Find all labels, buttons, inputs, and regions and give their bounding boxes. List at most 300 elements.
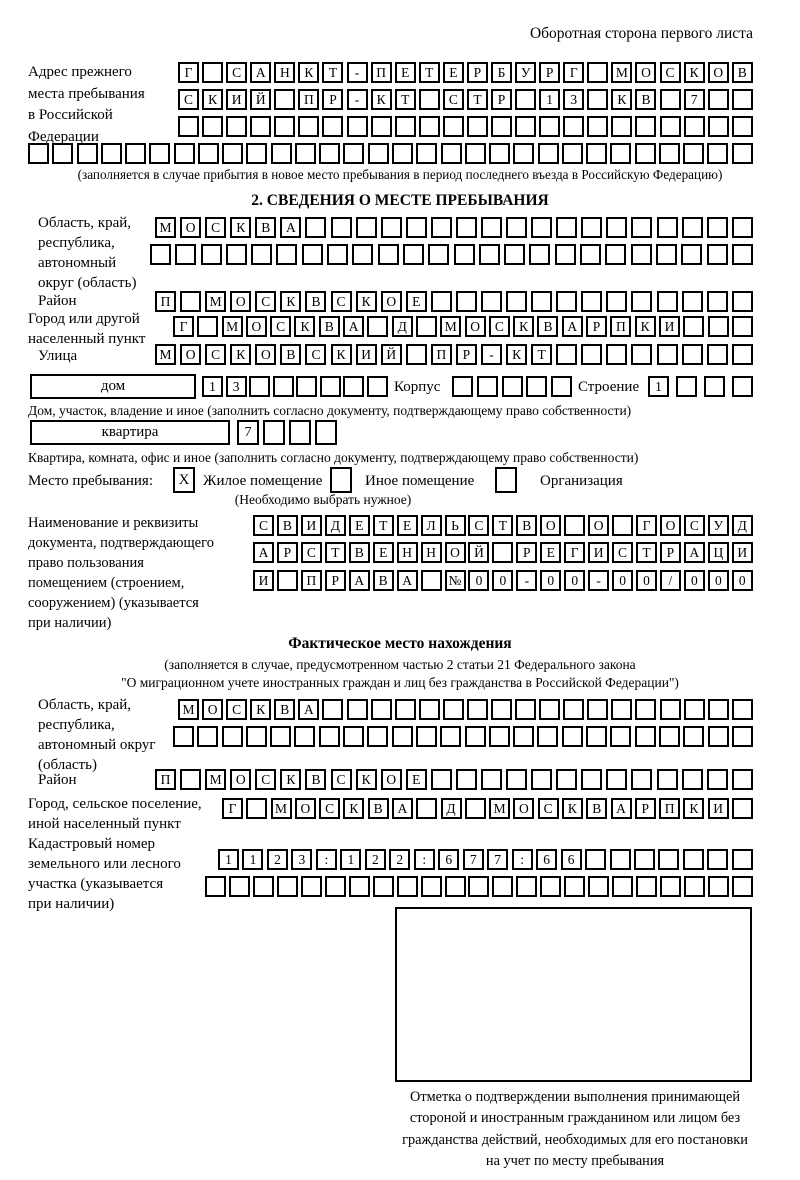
char-cell[interactable] xyxy=(556,217,577,238)
char-cell[interactable] xyxy=(178,116,199,137)
char-cell[interactable] xyxy=(683,726,704,747)
char-cell[interactable]: О xyxy=(230,769,251,790)
char-cell[interactable] xyxy=(631,344,652,365)
char-cell[interactable]: И xyxy=(708,798,729,819)
char-cell[interactable] xyxy=(315,420,337,445)
char-cell[interactable] xyxy=(479,244,500,265)
char-cell[interactable]: К xyxy=(611,89,632,110)
char-cell[interactable] xyxy=(392,143,413,164)
char-cell[interactable]: Т xyxy=(636,542,657,563)
char-cell[interactable] xyxy=(708,89,729,110)
char-cell[interactable]: К xyxy=(506,344,527,365)
char-cell[interactable]: О xyxy=(381,291,402,312)
char-cell[interactable] xyxy=(635,726,656,747)
char-cell[interactable]: В xyxy=(305,291,326,312)
char-cell[interactable]: В xyxy=(280,344,301,365)
char-cell[interactable] xyxy=(506,217,527,238)
char-cell[interactable] xyxy=(708,699,729,720)
char-cell[interactable]: С xyxy=(226,62,247,83)
char-cell[interactable] xyxy=(251,244,272,265)
char-cell[interactable] xyxy=(347,116,368,137)
char-cell[interactable] xyxy=(421,570,442,591)
char-cell[interactable]: А xyxy=(250,62,271,83)
char-cell[interactable]: В xyxy=(537,316,558,337)
char-cell[interactable] xyxy=(28,143,49,164)
char-cell[interactable] xyxy=(289,420,311,445)
char-cell[interactable] xyxy=(587,62,608,83)
char-cell[interactable] xyxy=(683,849,704,870)
char-cell[interactable] xyxy=(659,726,680,747)
checkbox-inoe[interactable] xyxy=(330,467,352,493)
char-cell[interactable] xyxy=(416,143,437,164)
char-cell[interactable] xyxy=(406,344,427,365)
char-cell[interactable] xyxy=(431,217,452,238)
char-cell[interactable] xyxy=(263,420,285,445)
char-cell[interactable] xyxy=(732,316,753,337)
char-cell[interactable]: М xyxy=(611,62,632,83)
char-cell[interactable] xyxy=(707,769,728,790)
char-cell[interactable]: К xyxy=(250,699,271,720)
char-cell[interactable] xyxy=(222,726,243,747)
char-cell[interactable] xyxy=(52,143,73,164)
char-cell[interactable]: Й xyxy=(468,542,489,563)
char-cell[interactable] xyxy=(681,244,702,265)
char-cell[interactable]: К xyxy=(294,316,315,337)
char-cell[interactable]: Т xyxy=(419,62,440,83)
char-cell[interactable] xyxy=(540,876,561,897)
char-cell[interactable] xyxy=(659,143,680,164)
char-cell[interactable]: 0 xyxy=(612,570,633,591)
char-cell[interactable]: К xyxy=(356,291,377,312)
char-cell[interactable] xyxy=(635,699,656,720)
char-cell[interactable]: А xyxy=(684,542,705,563)
char-cell[interactable] xyxy=(295,143,316,164)
char-cell[interactable]: Т xyxy=(531,344,552,365)
char-cell[interactable] xyxy=(581,217,602,238)
char-cell[interactable]: 3 xyxy=(291,849,312,870)
char-cell[interactable] xyxy=(504,244,525,265)
char-cell[interactable]: 6 xyxy=(536,849,557,870)
char-cell[interactable]: С xyxy=(468,515,489,536)
char-cell[interactable] xyxy=(562,726,583,747)
char-cell[interactable]: А xyxy=(349,570,370,591)
char-cell[interactable]: Е xyxy=(540,542,561,563)
char-cell[interactable]: М xyxy=(222,316,243,337)
char-cell[interactable]: И xyxy=(356,344,377,365)
char-cell[interactable] xyxy=(732,726,753,747)
char-cell[interactable]: С xyxy=(331,769,352,790)
char-cell[interactable]: К xyxy=(683,798,704,819)
char-cell[interactable] xyxy=(327,244,348,265)
char-cell[interactable]: О xyxy=(445,542,466,563)
char-cell[interactable] xyxy=(581,769,602,790)
char-cell[interactable] xyxy=(682,217,703,238)
char-cell[interactable]: О xyxy=(381,769,402,790)
char-cell[interactable] xyxy=(676,376,697,397)
char-cell[interactable] xyxy=(226,244,247,265)
char-cell[interactable] xyxy=(707,344,728,365)
char-cell[interactable]: А xyxy=(392,798,413,819)
char-cell[interactable]: М xyxy=(205,769,226,790)
char-cell[interactable]: Е xyxy=(373,542,394,563)
char-cell[interactable] xyxy=(150,244,171,265)
char-cell[interactable] xyxy=(537,726,558,747)
char-cell[interactable] xyxy=(397,876,418,897)
char-cell[interactable]: В xyxy=(586,798,607,819)
char-cell[interactable]: 1 xyxy=(202,376,223,397)
char-cell[interactable]: Т xyxy=(373,515,394,536)
char-cell[interactable] xyxy=(325,876,346,897)
char-cell[interactable]: П xyxy=(371,62,392,83)
char-cell[interactable]: Р xyxy=(539,62,560,83)
char-cell[interactable] xyxy=(371,699,392,720)
char-cell[interactable]: С xyxy=(301,542,322,563)
char-cell[interactable] xyxy=(481,291,502,312)
char-cell[interactable]: - xyxy=(347,89,368,110)
char-cell[interactable] xyxy=(322,116,343,137)
char-cell[interactable]: : xyxy=(316,849,337,870)
char-cell[interactable] xyxy=(587,89,608,110)
char-cell[interactable]: П xyxy=(298,89,319,110)
char-cell[interactable] xyxy=(467,116,488,137)
char-cell[interactable] xyxy=(631,291,652,312)
char-cell[interactable]: А xyxy=(343,316,364,337)
char-cell[interactable]: О xyxy=(588,515,609,536)
char-cell[interactable] xyxy=(611,116,632,137)
char-cell[interactable] xyxy=(660,116,681,137)
char-cell[interactable] xyxy=(631,217,652,238)
char-cell[interactable]: С xyxy=(255,769,276,790)
char-cell[interactable]: И xyxy=(301,515,322,536)
char-cell[interactable]: Р xyxy=(586,316,607,337)
char-cell[interactable] xyxy=(246,143,267,164)
char-cell[interactable] xyxy=(502,376,523,397)
char-cell[interactable] xyxy=(201,244,222,265)
char-cell[interactable]: В xyxy=(255,217,276,238)
char-cell[interactable] xyxy=(347,699,368,720)
char-cell[interactable]: К xyxy=(684,62,705,83)
char-cell[interactable]: М xyxy=(271,798,292,819)
char-cell[interactable] xyxy=(440,726,461,747)
char-cell[interactable] xyxy=(180,769,201,790)
char-cell[interactable] xyxy=(539,699,560,720)
char-cell[interactable]: А xyxy=(280,217,301,238)
char-cell[interactable] xyxy=(356,217,377,238)
char-cell[interactable]: Й xyxy=(381,344,402,365)
char-cell[interactable]: - xyxy=(347,62,368,83)
char-cell[interactable] xyxy=(586,143,607,164)
char-cell[interactable] xyxy=(704,376,725,397)
char-cell[interactable]: А xyxy=(611,798,632,819)
char-cell[interactable] xyxy=(371,116,392,137)
char-cell[interactable] xyxy=(660,699,681,720)
char-cell[interactable] xyxy=(610,849,631,870)
char-cell[interactable] xyxy=(515,699,536,720)
char-cell[interactable] xyxy=(587,699,608,720)
char-cell[interactable] xyxy=(708,116,729,137)
char-cell[interactable] xyxy=(513,726,534,747)
char-cell[interactable]: 0 xyxy=(732,570,753,591)
char-cell[interactable] xyxy=(636,876,657,897)
char-cell[interactable]: М xyxy=(205,291,226,312)
char-cell[interactable] xyxy=(656,244,677,265)
char-cell[interactable] xyxy=(556,769,577,790)
char-cell[interactable] xyxy=(443,116,464,137)
char-cell[interactable] xyxy=(301,876,322,897)
char-cell[interactable]: Р xyxy=(277,542,298,563)
char-cell[interactable]: Г xyxy=(173,316,194,337)
char-cell[interactable] xyxy=(732,849,753,870)
char-cell[interactable] xyxy=(606,769,627,790)
char-cell[interactable]: К xyxy=(280,291,301,312)
char-cell[interactable]: Т xyxy=(325,542,346,563)
char-cell[interactable] xyxy=(441,143,462,164)
char-cell[interactable]: С xyxy=(443,89,464,110)
char-cell[interactable] xyxy=(331,217,352,238)
char-cell[interactable]: 6 xyxy=(561,849,582,870)
char-cell[interactable]: С xyxy=(612,542,633,563)
char-cell[interactable]: Н xyxy=(421,542,442,563)
char-cell[interactable]: У xyxy=(515,62,536,83)
char-cell[interactable]: О xyxy=(465,316,486,337)
char-cell[interactable] xyxy=(732,798,753,819)
char-cell[interactable]: С xyxy=(255,291,276,312)
char-cell[interactable] xyxy=(612,515,633,536)
char-cell[interactable] xyxy=(428,244,449,265)
char-cell[interactable] xyxy=(249,376,270,397)
char-cell[interactable]: М xyxy=(178,699,199,720)
char-cell[interactable] xyxy=(635,116,656,137)
char-cell[interactable] xyxy=(467,699,488,720)
char-cell[interactable]: А xyxy=(253,542,274,563)
char-cell[interactable] xyxy=(378,244,399,265)
char-cell[interactable]: П xyxy=(610,316,631,337)
char-cell[interactable] xyxy=(481,217,502,238)
char-cell[interactable] xyxy=(588,876,609,897)
char-cell[interactable] xyxy=(564,515,585,536)
char-cell[interactable]: Г xyxy=(563,62,584,83)
char-cell[interactable] xyxy=(556,291,577,312)
char-cell[interactable] xyxy=(563,116,584,137)
char-cell[interactable]: О xyxy=(202,699,223,720)
char-cell[interactable] xyxy=(634,849,655,870)
char-cell[interactable]: П xyxy=(659,798,680,819)
char-cell[interactable]: И xyxy=(588,542,609,563)
char-cell[interactable]: И xyxy=(226,89,247,110)
char-cell[interactable]: В xyxy=(368,798,389,819)
char-cell[interactable] xyxy=(635,143,656,164)
char-cell[interactable] xyxy=(513,143,534,164)
char-cell[interactable] xyxy=(381,217,402,238)
char-cell[interactable]: 2 xyxy=(365,849,386,870)
char-cell[interactable]: 0 xyxy=(492,570,513,591)
char-cell[interactable]: К xyxy=(298,62,319,83)
char-cell[interactable]: С xyxy=(305,344,326,365)
char-cell[interactable]: О xyxy=(660,515,681,536)
char-cell[interactable] xyxy=(564,876,585,897)
char-cell[interactable]: № xyxy=(445,570,466,591)
char-cell[interactable]: В xyxy=(635,89,656,110)
char-cell[interactable] xyxy=(305,217,326,238)
char-cell[interactable]: 2 xyxy=(267,849,288,870)
char-cell[interactable] xyxy=(562,143,583,164)
char-cell[interactable] xyxy=(611,699,632,720)
char-cell[interactable] xyxy=(732,376,753,397)
char-cell[interactable]: К xyxy=(371,89,392,110)
char-cell[interactable]: С xyxy=(319,798,340,819)
char-cell[interactable] xyxy=(456,769,477,790)
char-cell[interactable] xyxy=(732,876,753,897)
char-cell[interactable] xyxy=(531,291,552,312)
char-cell[interactable] xyxy=(101,143,122,164)
char-cell[interactable]: О xyxy=(513,798,534,819)
char-cell[interactable] xyxy=(174,143,195,164)
char-cell[interactable] xyxy=(732,217,753,238)
char-cell[interactable]: Ь xyxy=(445,515,466,536)
char-cell[interactable] xyxy=(684,876,705,897)
char-cell[interactable] xyxy=(555,244,576,265)
char-cell[interactable] xyxy=(610,726,631,747)
char-cell[interactable] xyxy=(732,89,753,110)
char-cell[interactable] xyxy=(226,116,247,137)
char-cell[interactable]: Д xyxy=(392,316,413,337)
char-cell[interactable] xyxy=(489,143,510,164)
char-cell[interactable] xyxy=(708,876,729,897)
char-cell[interactable] xyxy=(395,116,416,137)
char-cell[interactable]: К xyxy=(343,798,364,819)
char-cell[interactable]: С xyxy=(538,798,559,819)
char-cell[interactable] xyxy=(606,291,627,312)
char-cell[interactable] xyxy=(319,726,340,747)
char-cell[interactable]: К xyxy=(331,344,352,365)
char-cell[interactable] xyxy=(539,116,560,137)
char-cell[interactable] xyxy=(253,876,274,897)
char-cell[interactable]: - xyxy=(481,344,502,365)
char-cell[interactable]: 1 xyxy=(218,849,239,870)
char-cell[interactable]: П xyxy=(155,769,176,790)
char-cell[interactable] xyxy=(506,291,527,312)
char-cell[interactable]: С xyxy=(331,291,352,312)
char-cell[interactable]: Е xyxy=(406,769,427,790)
char-cell[interactable] xyxy=(274,116,295,137)
char-cell[interactable] xyxy=(367,316,388,337)
char-cell[interactable]: К xyxy=(202,89,223,110)
char-cell[interactable]: С xyxy=(660,62,681,83)
char-cell[interactable] xyxy=(406,217,427,238)
char-cell[interactable]: Р xyxy=(635,798,656,819)
char-cell[interactable] xyxy=(732,244,753,265)
char-cell[interactable]: Н xyxy=(274,62,295,83)
char-cell[interactable] xyxy=(683,143,704,164)
char-cell[interactable] xyxy=(416,316,437,337)
char-cell[interactable]: Р xyxy=(491,89,512,110)
char-cell[interactable] xyxy=(319,143,340,164)
char-cell[interactable] xyxy=(349,876,370,897)
char-cell[interactable] xyxy=(538,143,559,164)
char-cell[interactable] xyxy=(506,769,527,790)
char-cell[interactable] xyxy=(587,116,608,137)
char-cell[interactable]: К xyxy=(513,316,534,337)
char-cell[interactable] xyxy=(416,798,437,819)
char-cell[interactable] xyxy=(707,291,728,312)
char-cell[interactable] xyxy=(491,699,512,720)
char-cell[interactable]: М xyxy=(155,217,176,238)
char-cell[interactable]: К xyxy=(230,344,251,365)
char-cell[interactable] xyxy=(465,143,486,164)
char-cell[interactable]: Л xyxy=(421,515,442,536)
char-cell[interactable]: 7 xyxy=(237,420,259,445)
char-cell[interactable] xyxy=(419,699,440,720)
char-cell[interactable] xyxy=(732,769,753,790)
char-cell[interactable] xyxy=(222,143,243,164)
char-cell[interactable] xyxy=(556,344,577,365)
char-cell[interactable]: К xyxy=(356,769,377,790)
char-cell[interactable]: 0 xyxy=(684,570,705,591)
char-cell[interactable] xyxy=(421,876,442,897)
char-cell[interactable]: 0 xyxy=(468,570,489,591)
char-cell[interactable] xyxy=(658,849,679,870)
char-cell[interactable] xyxy=(657,291,678,312)
char-cell[interactable]: Р xyxy=(467,62,488,83)
char-cell[interactable]: К xyxy=(635,316,656,337)
char-cell[interactable] xyxy=(246,726,267,747)
char-cell[interactable] xyxy=(277,570,298,591)
char-cell[interactable] xyxy=(197,316,218,337)
char-cell[interactable]: В xyxy=(319,316,340,337)
char-cell[interactable] xyxy=(343,143,364,164)
char-cell[interactable] xyxy=(271,143,292,164)
char-cell[interactable]: Е xyxy=(397,515,418,536)
char-cell[interactable]: : xyxy=(512,849,533,870)
char-cell[interactable]: Д xyxy=(325,515,346,536)
char-cell[interactable] xyxy=(270,726,291,747)
char-cell[interactable]: Й xyxy=(250,89,271,110)
char-cell[interactable]: Е xyxy=(406,291,427,312)
char-cell[interactable]: В xyxy=(277,515,298,536)
char-cell[interactable] xyxy=(468,876,489,897)
char-cell[interactable]: 0 xyxy=(708,570,729,591)
char-cell[interactable] xyxy=(606,217,627,238)
char-cell[interactable] xyxy=(580,244,601,265)
char-cell[interactable]: П xyxy=(431,344,452,365)
char-cell[interactable]: В xyxy=(305,769,326,790)
char-cell[interactable] xyxy=(198,143,219,164)
char-cell[interactable] xyxy=(491,116,512,137)
char-cell[interactable] xyxy=(581,291,602,312)
char-cell[interactable] xyxy=(707,143,728,164)
char-cell[interactable] xyxy=(732,344,753,365)
char-cell[interactable]: О xyxy=(180,344,201,365)
char-cell[interactable] xyxy=(173,726,194,747)
char-cell[interactable] xyxy=(320,376,341,397)
char-cell[interactable] xyxy=(682,291,703,312)
char-cell[interactable]: В xyxy=(516,515,537,536)
char-cell[interactable]: В xyxy=(349,542,370,563)
char-cell[interactable] xyxy=(180,291,201,312)
char-cell[interactable]: О xyxy=(255,344,276,365)
char-cell[interactable] xyxy=(443,699,464,720)
char-cell[interactable]: С xyxy=(205,217,226,238)
char-cell[interactable]: Н xyxy=(397,542,418,563)
char-cell[interactable] xyxy=(302,244,323,265)
char-cell[interactable]: К xyxy=(230,217,251,238)
char-cell[interactable] xyxy=(294,726,315,747)
char-cell[interactable]: О xyxy=(635,62,656,83)
char-cell[interactable] xyxy=(445,876,466,897)
char-cell[interactable] xyxy=(246,798,267,819)
char-cell[interactable] xyxy=(367,726,388,747)
char-cell[interactable] xyxy=(465,798,486,819)
